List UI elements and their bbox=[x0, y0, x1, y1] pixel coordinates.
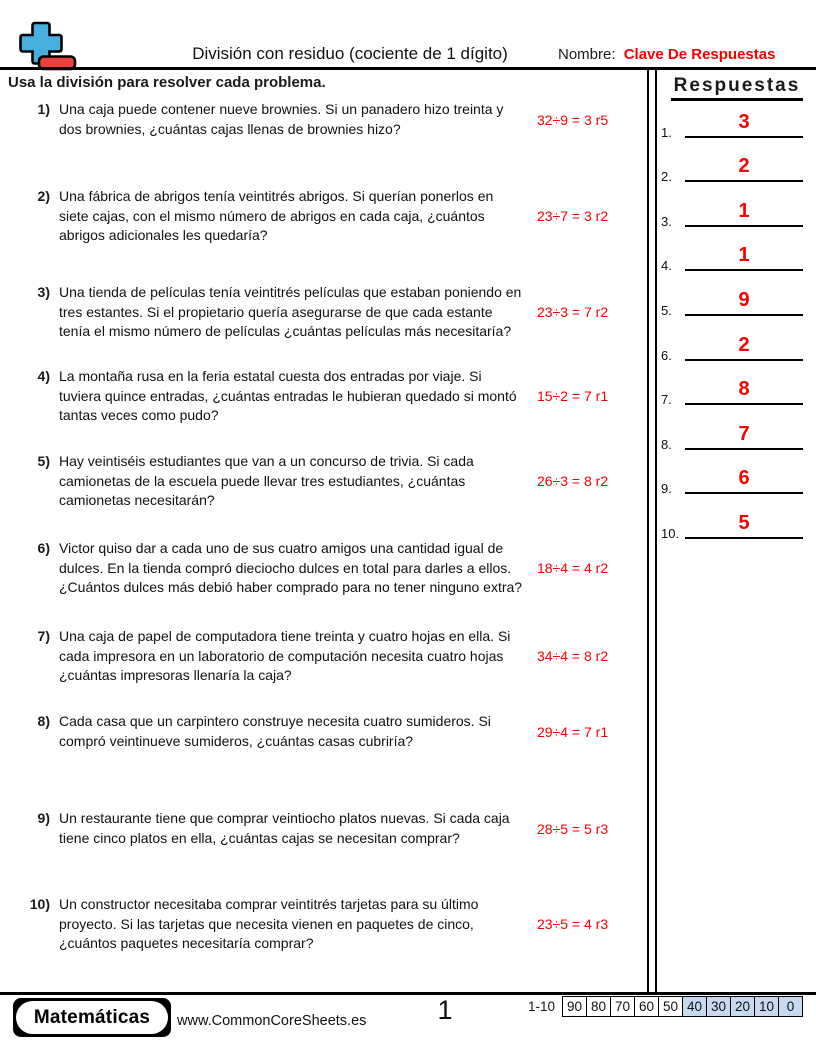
problem-text: Cada casa que un carpintero construye necesita cuatro sumideros. Si compró veintinueve sumideros, ¿cuántas casas cubriría? bbox=[59, 713, 491, 749]
name-label: Nombre: bbox=[558, 46, 616, 63]
score-cell: 70 bbox=[610, 997, 634, 1016]
problem-answer-equation: 15÷2 = 7 r1 bbox=[537, 388, 609, 405]
problem-answer-equation: 23÷3 = 7 r2 bbox=[537, 304, 609, 321]
problem-answer-equation: 23÷7 = 3 r2 bbox=[537, 208, 609, 225]
answer-blank-line bbox=[685, 136, 803, 138]
problem-answer-equation: 18÷4 = 4 r2 bbox=[537, 560, 609, 577]
name-row bbox=[558, 46, 775, 63]
answer-value: 1 bbox=[738, 199, 750, 222]
answer-number: 5. bbox=[661, 302, 672, 318]
score-cell: 50 bbox=[658, 997, 682, 1016]
answer-number: 4. bbox=[661, 258, 672, 274]
problem-row bbox=[0, 895, 650, 954]
answer-value: 8 bbox=[738, 378, 750, 401]
answer-row bbox=[658, 366, 816, 411]
website-url: www.CommonCoreSheets.es bbox=[177, 1013, 367, 1029]
problem-text: Victor quiso dar a cada uno de sus cuatro amigos una cantidad igual de dulces. En la tienda compró dieciocho dulces en total para darles a ellos. ¿Cuántos dulces más debió haber comprado para no tener ninguno extra? bbox=[59, 540, 523, 595]
answer-row bbox=[658, 143, 816, 188]
problem-number: 2) bbox=[37, 188, 50, 204]
problem-text: Un restaurante tiene que comprar veintiocho platos nuevas. Si cada caja tiene cinco platos en ella, ¿cuántas cajas se necesitan comprar? bbox=[59, 810, 510, 846]
plus-minus-logo-icon bbox=[18, 20, 78, 72]
answer-value: 5 bbox=[738, 511, 750, 534]
answer-number: 9. bbox=[661, 481, 672, 497]
problem-answer-equation: 26÷3 = 8 r2 bbox=[537, 473, 609, 490]
answer-row bbox=[658, 187, 816, 232]
score-cell: 20 bbox=[730, 997, 754, 1016]
problem-answer-equation: 34÷4 = 8 r2 bbox=[537, 648, 609, 665]
problem-answer-equation: 32÷9 = 3 r5 bbox=[537, 111, 609, 128]
answer-blank-line bbox=[685, 314, 803, 316]
answer-value: 1 bbox=[738, 244, 750, 267]
problem-number: 7) bbox=[37, 628, 50, 644]
problem-number: 1) bbox=[37, 101, 50, 117]
problem-number: 3) bbox=[37, 284, 50, 300]
answer-blank-line bbox=[685, 180, 803, 182]
problem-row bbox=[0, 283, 650, 342]
problem-row bbox=[0, 809, 650, 848]
answer-value: 7 bbox=[738, 422, 750, 445]
answer-row bbox=[658, 321, 816, 366]
problem-number: 5) bbox=[37, 453, 50, 469]
answer-blank-line bbox=[685, 537, 803, 539]
problem-text: Una caja de papel de computadora tiene treinta y cuatro hojas en ella. Si cada impresora en un laboratorio de computación necesita cuatro hojas ¿cuántas impresoras llenaría la caja? bbox=[59, 628, 511, 683]
problem-answer-equation: 28÷5 = 5 r3 bbox=[537, 820, 609, 837]
answer-value: 3 bbox=[738, 110, 750, 133]
problem-row bbox=[0, 100, 650, 139]
problem-text: Un constructor necesitaba comprar veintitrés tarjetas para su último proyecto. Si las tarjetas que necesita vienen en paquetes de cinco, ¿cuántos paquetes necesitaría comprar? bbox=[59, 896, 479, 951]
answer-row bbox=[658, 276, 816, 321]
answer-blank-line bbox=[685, 225, 803, 227]
answer-blank-line bbox=[685, 359, 803, 361]
answer-row bbox=[658, 98, 816, 143]
problem-number: 9) bbox=[37, 810, 50, 826]
answers-title: Respuestas bbox=[671, 75, 804, 101]
answer-row bbox=[658, 455, 816, 500]
score-cell: 0 bbox=[778, 997, 802, 1016]
answer-number: 10. bbox=[661, 525, 680, 541]
score-cell: 80 bbox=[586, 997, 610, 1016]
problem-text: La montaña rusa en la feria estatal cuesta dos entradas por viaje. Si tuviera quince entradas, ¿cuántas entradas le hubieran quedado si montó tantas veces como pudo? bbox=[59, 368, 517, 423]
answer-number: 7. bbox=[661, 392, 672, 408]
problem-row bbox=[0, 712, 650, 751]
problem-number: 8) bbox=[37, 713, 50, 729]
problem-text: Hay veintiséis estudiantes que van a un concurso de trivia. Si cada camionetas de la escuela puede llevar tres estudiantes, ¿cuántas camionetas necesitarán? bbox=[59, 453, 474, 508]
score-cell: 60 bbox=[634, 997, 658, 1016]
answer-row bbox=[658, 499, 816, 544]
answer-row bbox=[658, 232, 816, 277]
problem-row bbox=[0, 187, 650, 246]
problem-text: Una caja puede contener nueve brownies. Si un panadero hizo treinta y dos brownies, ¿cuántas cajas llenas de brownies hizo? bbox=[59, 101, 504, 137]
score-range-label: 1-10 bbox=[528, 999, 556, 1014]
answer-number: 1. bbox=[661, 124, 672, 140]
problem-number: 4) bbox=[37, 368, 50, 384]
problem-number: 10) bbox=[29, 896, 50, 912]
score-cell: 10 bbox=[754, 997, 778, 1016]
answer-value: 2 bbox=[738, 155, 750, 178]
page-title: División con residuo (cociente de 1 dígito) bbox=[192, 44, 508, 63]
answers-list bbox=[658, 98, 816, 544]
page-number: 1 bbox=[437, 995, 453, 1025]
name-value: Clave De Respuestas bbox=[623, 46, 776, 63]
problem-row bbox=[0, 452, 650, 511]
answer-number: 3. bbox=[661, 213, 672, 229]
score-cell: 40 bbox=[682, 997, 706, 1016]
problem-answer-equation: 23÷5 = 4 r3 bbox=[537, 916, 609, 933]
problem-row bbox=[0, 627, 650, 686]
score-table bbox=[562, 996, 803, 1017]
score-cell: 90 bbox=[567, 999, 583, 1014]
problem-answer-equation: 29÷4 = 7 r1 bbox=[537, 723, 609, 740]
score-cell: 30 bbox=[706, 997, 730, 1016]
problem-text: Una fábrica de abrigos tenía veintitrés abrigos. Si querían ponerlos en siete cajas, con el mismo número de abrigos en cada caja, ¿cuántos abrigos adicionales les quedaría? bbox=[59, 188, 494, 243]
answer-number: 2. bbox=[661, 169, 672, 185]
brand-label: Matemáticas bbox=[16, 1001, 168, 1034]
answer-number: 8. bbox=[661, 436, 672, 452]
answer-value: 9 bbox=[738, 288, 750, 311]
instructions-text: Usa la división para resolver cada problema. bbox=[8, 74, 326, 91]
answer-blank-line bbox=[685, 269, 803, 271]
answer-blank-line bbox=[685, 448, 803, 450]
problem-row bbox=[0, 367, 650, 426]
answer-row bbox=[658, 410, 816, 455]
answers-panel bbox=[658, 70, 816, 993]
answer-number: 6. bbox=[661, 347, 672, 363]
answer-value: 6 bbox=[738, 467, 750, 490]
answer-blank-line bbox=[685, 492, 803, 494]
score-area bbox=[528, 996, 803, 1017]
answer-blank-line bbox=[685, 403, 803, 405]
problem-text: Una tienda de películas tenía veintitrés películas que estaban poniendo en tres estantes. Si el propietario quería asegurarse de que cada estante tenía el mismo número de películas ¿cuántas películas más necesitaría? bbox=[59, 284, 522, 339]
brand-badge bbox=[13, 998, 171, 1037]
answer-value: 2 bbox=[738, 333, 750, 356]
problem-row bbox=[0, 539, 650, 598]
problem-number: 6) bbox=[37, 540, 50, 556]
